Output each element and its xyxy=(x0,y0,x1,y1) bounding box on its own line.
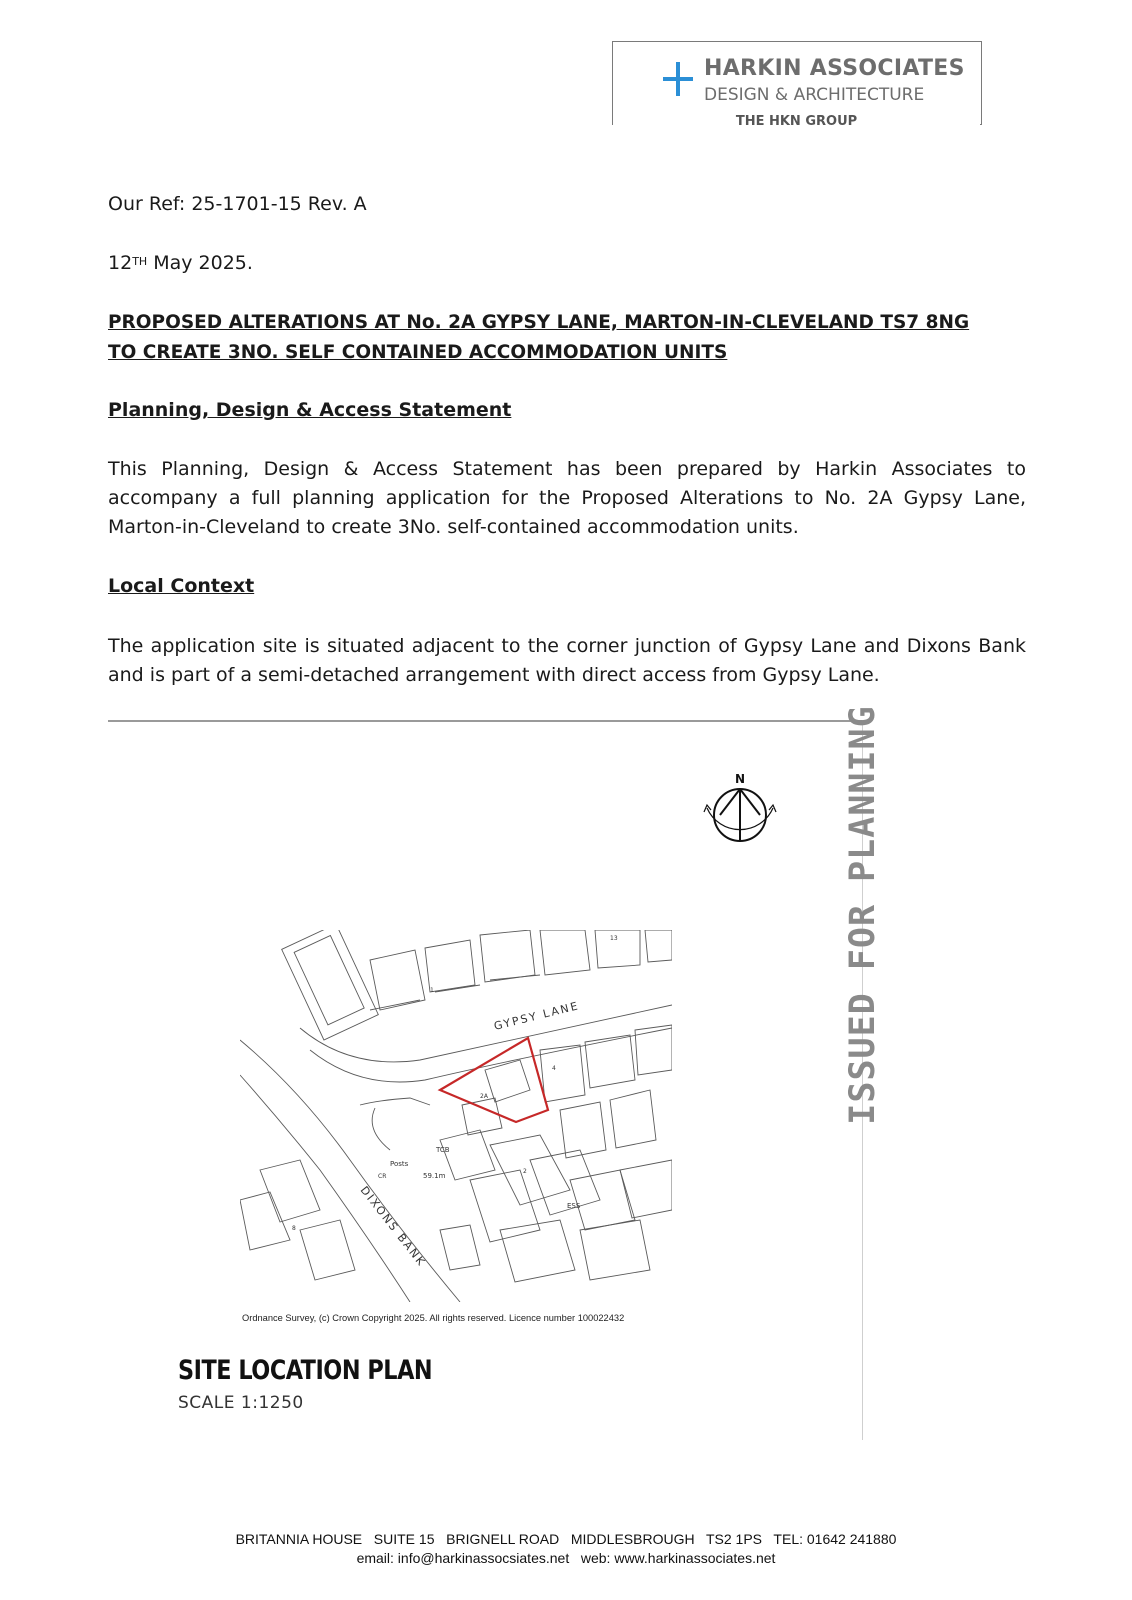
map-copyright: Ordnance Survey, (c) Crown Copyright 2025. All rights reserved. Licence number 100022432 xyxy=(242,1313,625,1323)
plan-scale: SCALE 1:1250 xyxy=(178,1393,304,1413)
issued-stamp: ISSUED FOR PLANNING xyxy=(843,705,883,1125)
letter-date: 12TH May 2025. xyxy=(108,252,253,274)
svg-text:N: N xyxy=(734,772,746,786)
section-body-context: The application site is situated adjacent to the corner junction of Gypsy Lane and Dixons Bank and is part of a semi-detached arrangement with direct access from Gypsy Lane. xyxy=(108,635,1026,686)
north-arrow-icon xyxy=(695,770,785,870)
footer-contact: email: info@harkinassocsiates.net web: www.harkinassociates.net xyxy=(356,1550,776,1566)
logo-group-name: THE HKN GROUP xyxy=(613,114,980,129)
logo-tagline: DESIGN & ARCHITECTURE xyxy=(704,85,925,105)
footer-address: BRITANNIA HOUSE SUITE 15 BRIGNELL ROAD MIDDLESBROUGH TS2 1PS TEL: 01642 241880 xyxy=(235,1531,897,1547)
svg-text:GYPSY LANE: GYPSY LANE xyxy=(492,999,581,1033)
reference-number: Our Ref: 25-1701-15 Rev. A xyxy=(108,193,367,215)
section-title-context: Local Context xyxy=(108,575,255,597)
svg-text:2A: 2A xyxy=(480,1093,488,1100)
svg-text:CR: CR xyxy=(378,1173,387,1180)
svg-text:2: 2 xyxy=(523,1168,527,1175)
svg-text:Posts: Posts xyxy=(390,1160,409,1168)
svg-text:59.1m: 59.1m xyxy=(423,1172,446,1180)
svg-text:DIXONS BANK: DIXONS BANK xyxy=(357,1183,429,1270)
section-title-planning: Planning, Design & Access Statement xyxy=(108,399,512,421)
drawing-top-rule xyxy=(108,720,863,722)
svg-text:1: 1 xyxy=(430,987,434,994)
company-logo xyxy=(612,41,982,129)
plan-title: SITE LOCATION PLAN xyxy=(178,1355,433,1386)
logo-company-name: HARKIN ASSOCIATES xyxy=(704,56,965,81)
site-location-map xyxy=(240,930,672,1302)
svg-text:8: 8 xyxy=(292,1225,296,1232)
svg-text:TCB: TCB xyxy=(436,1146,450,1154)
svg-text:ESS: ESS xyxy=(567,1202,581,1210)
svg-text:13: 13 xyxy=(610,935,618,942)
section-body-planning: This Planning, Design & Access Statement has been prepared by Harkin Associates to accompany a full planning application for the Proposed Alterations to No. 2A Gypsy Lane, Marton-in-Cleveland to create 3No. self-contained accommodation units. xyxy=(108,458,1026,538)
svg-text:4: 4 xyxy=(552,1065,556,1072)
plus-icon xyxy=(663,62,693,96)
document-heading: PROPOSED ALTERATIONS AT No. 2A GYPSY LANE, MARTON-IN-CLEVELAND TS7 8NG TO CREATE 3NO. SELF CONTAINED ACCOMMODATION UNITS xyxy=(108,312,970,363)
